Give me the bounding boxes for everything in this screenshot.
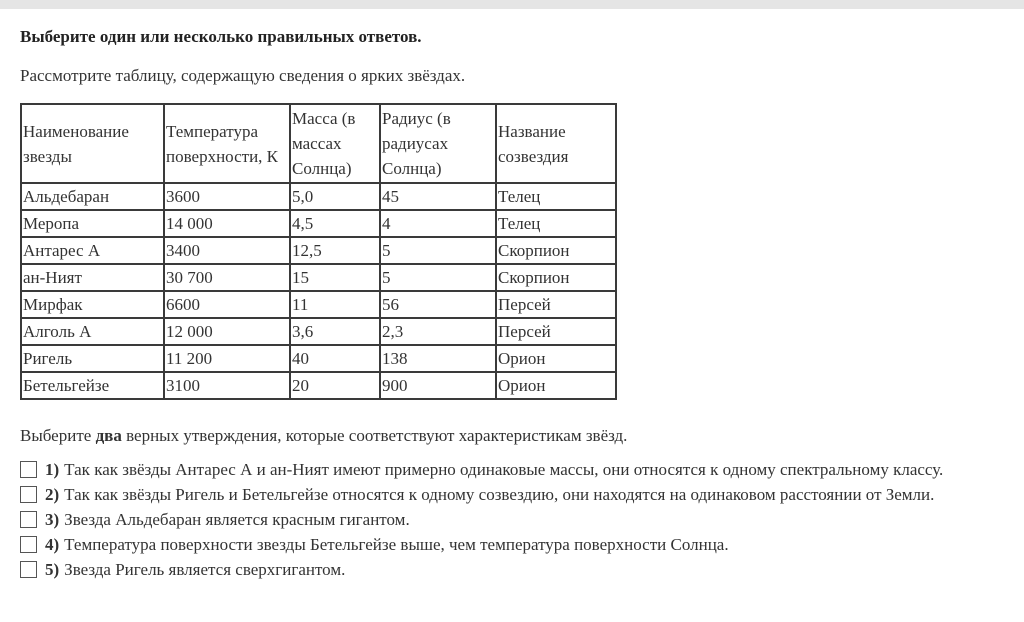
answer-option-1[interactable]: [20, 457, 1010, 482]
table-row: [21, 345, 616, 372]
cell-temp: 3100: [164, 372, 290, 399]
cell-name: Алголь А: [21, 318, 164, 345]
table-row: [21, 210, 616, 237]
cell-constellation: Орион: [496, 372, 616, 399]
header-star-name: Наименование звезды: [21, 104, 164, 183]
cell-constellation: Телец: [496, 183, 616, 210]
cell-temp: 6600: [164, 291, 290, 318]
answer-text: Звезда Ригель является сверхгигантом.: [64, 559, 346, 579]
table-row: [21, 372, 616, 399]
answer-checkbox[interactable]: [20, 461, 37, 478]
cell-temp: 30 700: [164, 264, 290, 291]
cell-radius: 138: [380, 345, 496, 372]
answer-checkbox[interactable]: [20, 486, 37, 503]
answer-checkbox[interactable]: [20, 561, 37, 578]
answer-option-4[interactable]: [20, 532, 1010, 557]
cell-name: Бетельгейзе: [21, 372, 164, 399]
cell-temp: 3400: [164, 237, 290, 264]
cell-mass: 12,5: [290, 237, 380, 264]
answer-option-5[interactable]: [20, 557, 1010, 582]
answer-number: 4): [45, 534, 60, 554]
cell-name: Альдебаран: [21, 183, 164, 210]
cell-radius: 5: [380, 237, 496, 264]
cell-constellation: Телец: [496, 210, 616, 237]
table-row: [21, 291, 616, 318]
cell-constellation: Скорпион: [496, 237, 616, 264]
stars-table: [20, 103, 617, 400]
cell-name: Меропа: [21, 210, 164, 237]
task-intro: Рассмотрите таблицу, содержащую сведения о ярких звёздах.: [20, 66, 466, 85]
table-row: [21, 237, 616, 264]
cell-radius: 45: [380, 183, 496, 210]
cell-temp: 14 000: [164, 210, 290, 237]
task-content: [20, 26, 1010, 582]
table-header-row: [21, 104, 616, 183]
cell-mass: 20: [290, 372, 380, 399]
cell-constellation: Орион: [496, 345, 616, 372]
header-mass: Масса (в массах Солнца): [290, 104, 380, 183]
answer-checkbox[interactable]: [20, 511, 37, 528]
cell-mass: 3,6: [290, 318, 380, 345]
cell-name: Мирфак: [21, 291, 164, 318]
answer-text: Звезда Альдебаран является красным гигантом.: [64, 509, 410, 529]
header-constellation: Название созвездия: [496, 104, 616, 183]
cell-constellation: Персей: [496, 291, 616, 318]
cell-radius: 900: [380, 372, 496, 399]
cell-mass: 5,0: [290, 183, 380, 210]
answer-text: Температура поверхности звезды Бетельгейзе выше, чем температура поверхности Солнца.: [64, 534, 729, 554]
question-emphasis: два: [95, 426, 122, 445]
cell-mass: 40: [290, 345, 380, 372]
cell-mass: 4,5: [290, 210, 380, 237]
answer-text: Так как звёзды Антарес А и ан-Ният имеют примерно одинаковые массы, они относятся к одному спектральному классу.: [64, 459, 944, 479]
cell-name: Антарес А: [21, 237, 164, 264]
cell-constellation: Скорпион: [496, 264, 616, 291]
top-bar: [0, 0, 1024, 9]
cell-constellation: Персей: [496, 318, 616, 345]
task-instruction: Выберите один или несколько правильных ответов.: [20, 27, 422, 46]
cell-radius: 56: [380, 291, 496, 318]
table-body: [21, 183, 616, 399]
question-suffix: верных утверждения, которые соответствуют характеристикам звёзд.: [121, 426, 628, 445]
question-prefix: Выберите: [20, 426, 96, 445]
answer-options: [20, 457, 1010, 582]
answer-number: 5): [45, 559, 60, 579]
cell-radius: 2,3: [380, 318, 496, 345]
cell-temp: 12 000: [164, 318, 290, 345]
answer-number: 3): [45, 509, 60, 529]
answer-number: 2): [45, 484, 60, 504]
cell-name: Ригель: [21, 345, 164, 372]
header-radius: Радиус (в радиусах Солнца): [380, 104, 496, 183]
cell-mass: 11: [290, 291, 380, 318]
answer-text: Так как звёзды Ригель и Бетельгейзе относятся к одному созвездию, они находятся на одинаковом расстоянии от Земли.: [64, 484, 935, 504]
header-temperature: Температура поверхности, К: [164, 104, 290, 183]
cell-temp: 11 200: [164, 345, 290, 372]
answer-checkbox[interactable]: [20, 536, 37, 553]
answer-option-2[interactable]: [20, 482, 1010, 507]
table-row: [21, 183, 616, 210]
table-row: [21, 264, 616, 291]
cell-radius: 5: [380, 264, 496, 291]
question-text: [20, 425, 1010, 447]
cell-temp: 3600: [164, 183, 290, 210]
table-row: [21, 318, 616, 345]
answer-option-3[interactable]: [20, 507, 1010, 532]
cell-radius: 4: [380, 210, 496, 237]
answer-number: 1): [45, 459, 60, 479]
cell-name: ан-Ният: [21, 264, 164, 291]
cell-mass: 15: [290, 264, 380, 291]
